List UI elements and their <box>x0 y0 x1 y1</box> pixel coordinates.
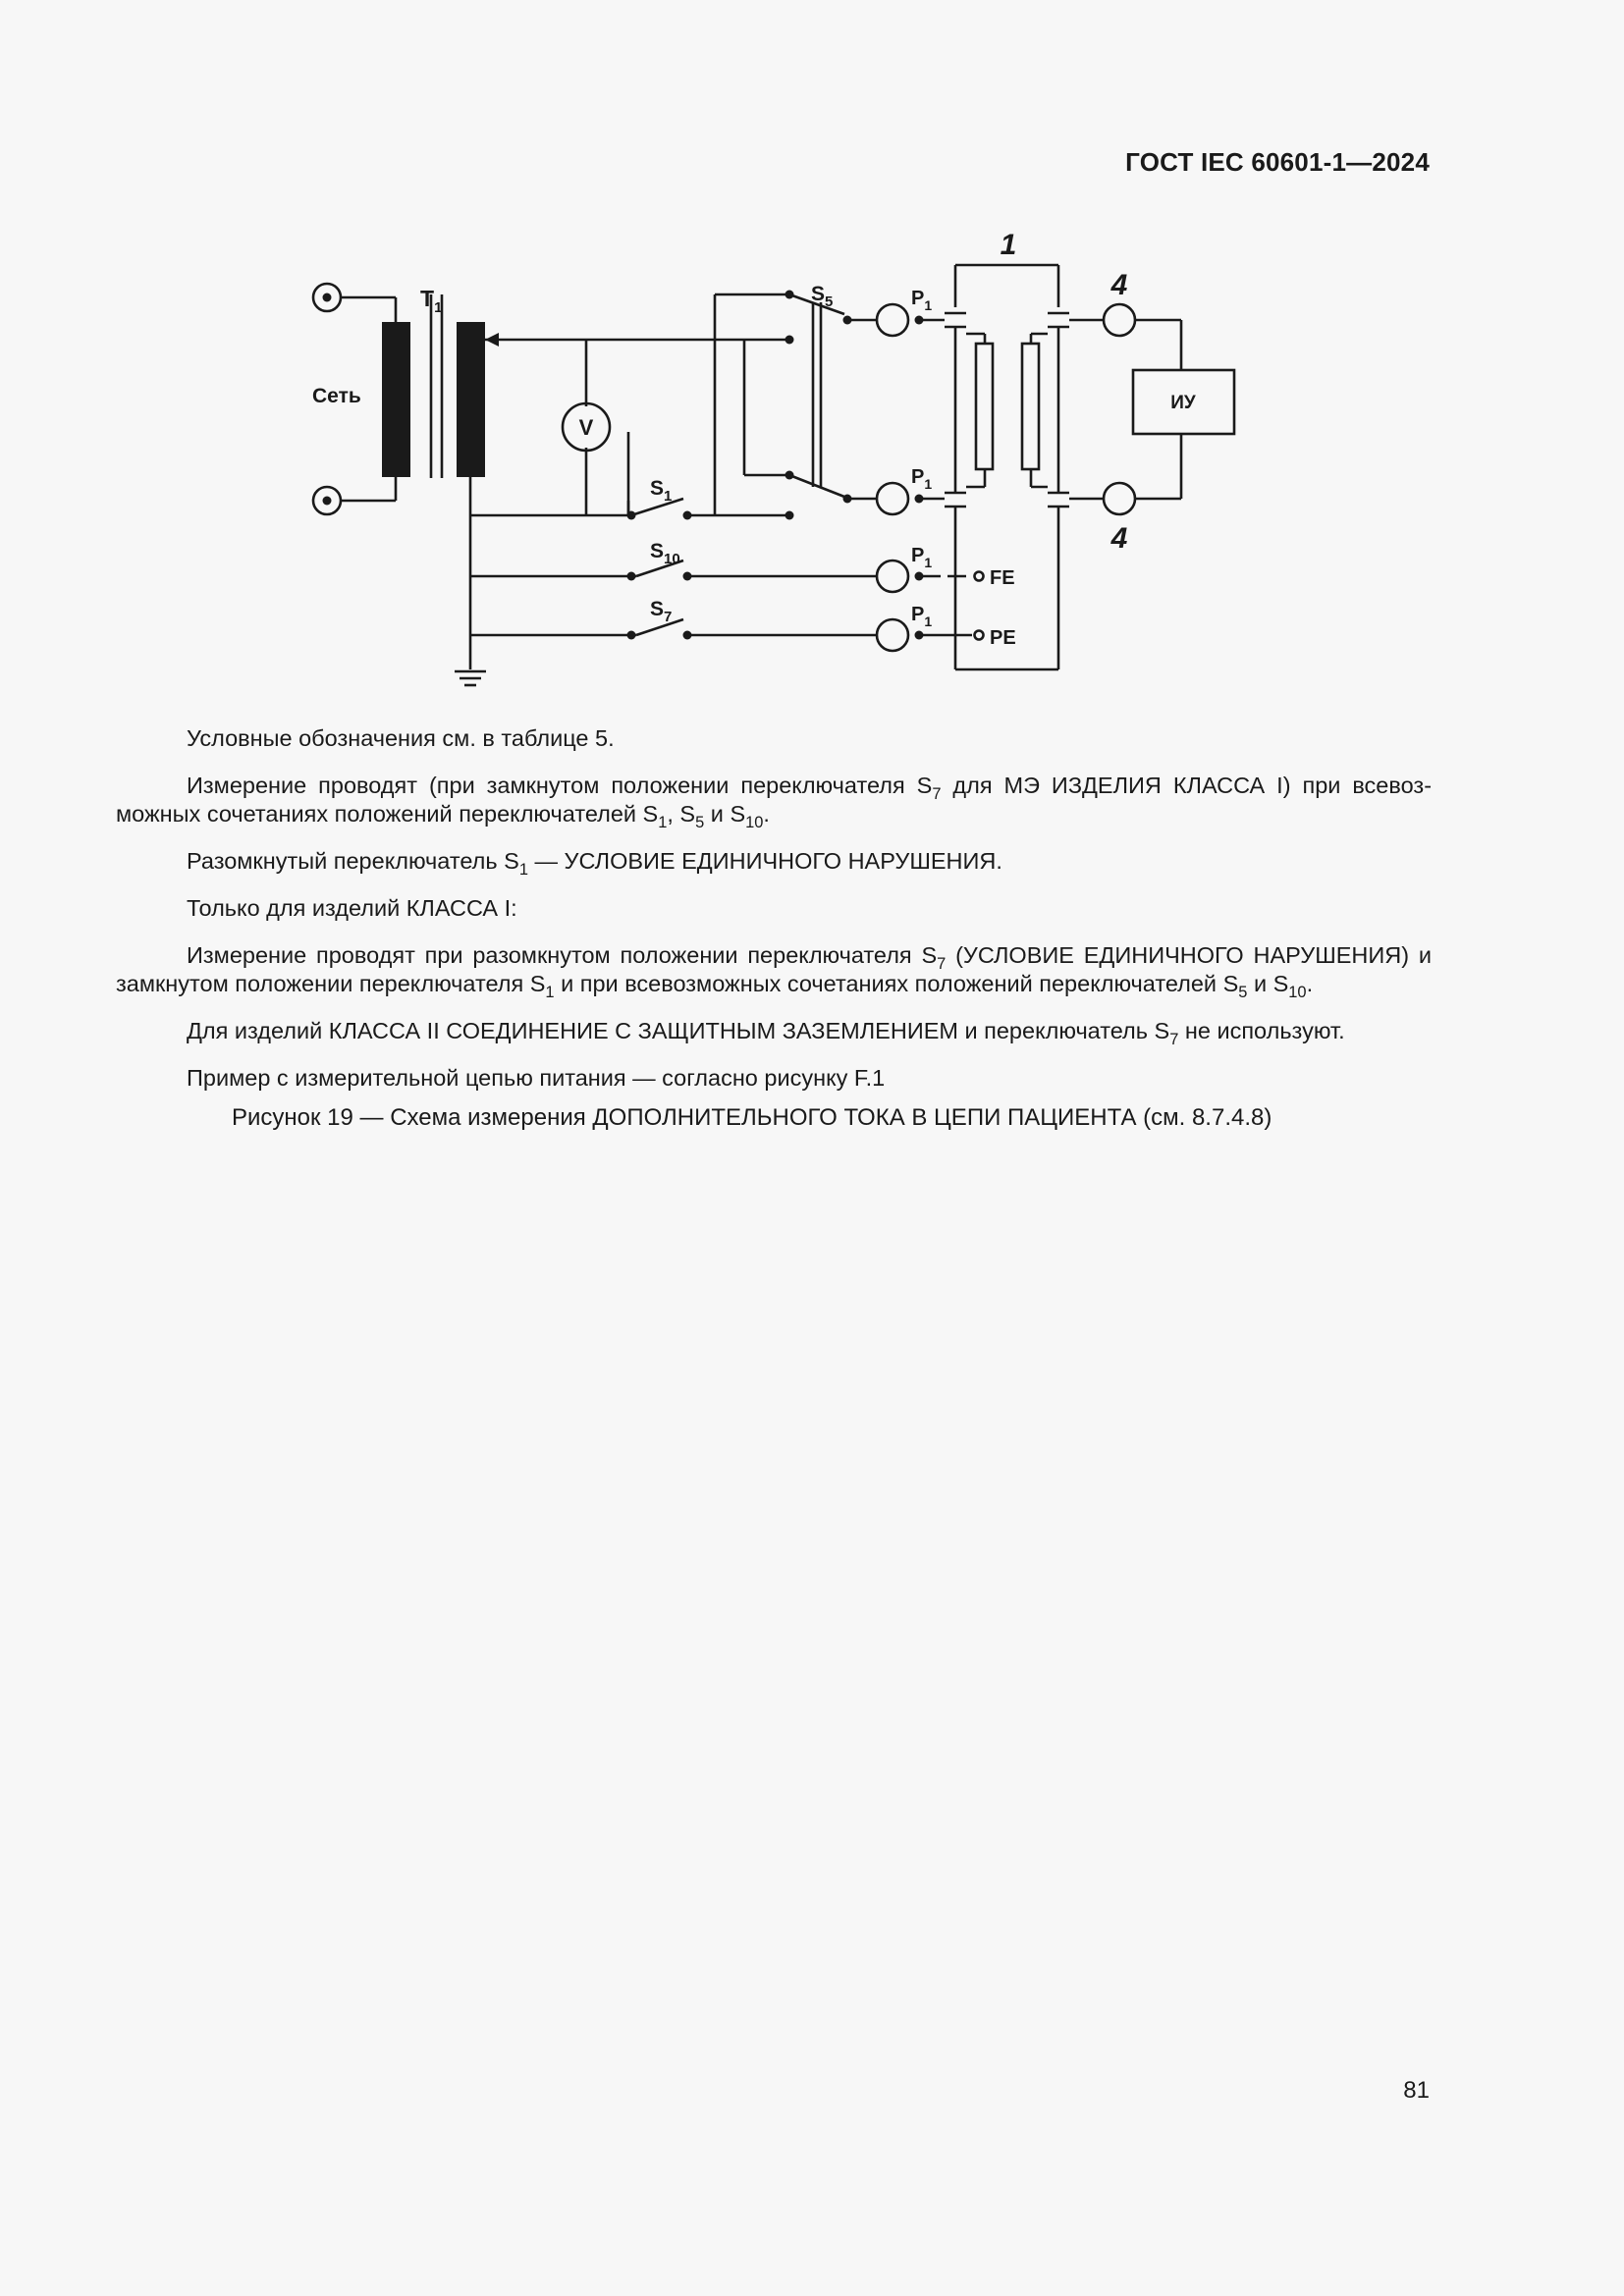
transformer-label: $T_1$ <box>420 286 443 316</box>
circuit-diagram-svg <box>0 0 1624 707</box>
p1-terminal-3 <box>877 561 908 592</box>
patient-terminal-bottom <box>1104 483 1135 514</box>
circuit-diagram <box>0 0 1624 707</box>
p1-label-1: $P_1$ <box>911 288 933 313</box>
transformer-primary-coil <box>382 322 410 477</box>
document-code: ГОСТ IEC 60601-1—2024 <box>1125 147 1430 177</box>
p1-terminal-2 <box>877 483 908 514</box>
patient-terminal-top <box>1104 304 1135 336</box>
p1-terminal-1 <box>877 304 908 336</box>
measuring-device-label: ИУ <box>1170 393 1196 413</box>
note-example: Пример с измерительной цепью питания — согласно рисунку F.1 <box>187 1065 886 1091</box>
figure-caption: Рисунок 19 — Схема измерения ДОПОЛНИТЕЛЬНОГО ТОКА В ЦЕПИ ПАЦИЕНТА (см. 8.7.4.8) <box>232 1104 1272 1131</box>
s7-label: $S_7$ <box>650 598 673 625</box>
voltmeter-label: V <box>578 415 594 440</box>
note-class-i-only: Только для изделий КЛАССА I: <box>187 895 517 921</box>
reference-1-label: 1 <box>1000 229 1017 261</box>
figure-notes <box>116 724 1432 1111</box>
p1-terminal-4 <box>877 619 908 651</box>
mains-label: Сеть <box>312 385 361 407</box>
pe-label: PE <box>990 627 1016 649</box>
s10-label: $S_{10}$ <box>650 540 680 567</box>
s1-label: $S_1$ <box>650 477 673 505</box>
transformer-secondary-coil <box>457 322 485 477</box>
p1-label-4: $P_1$ <box>911 604 933 629</box>
p1-label-3: $P_1$ <box>911 545 933 570</box>
note-class-ii: Для изделий КЛАССА II СОЕДИНЕНИЕ С ЗАЩИТНЫМ ЗАЗЕМЛЕНИЕМ и переключатель $S_7$ не используют. <box>187 1018 1345 1048</box>
note-legend: Условные обозначения см. в таблице 5. <box>187 725 615 751</box>
note-measurement-all-combinations: Измерение проводят (при замкнутом положении переключателя $S_7$ для МЭ ИЗДЕЛИЯ КЛАССА I) при всевозможных сочетаниях положений переключателей $S_1$, $S_5$ и $S_{10}$. <box>116 773 1433 831</box>
note-open-s1: Разомкнутый переключатель $S_1$ — УСЛОВИЕ ЕДИНИЧНОГО НАРУШЕНИЯ. <box>187 848 1002 879</box>
note-measurement-open-s7: Измерение проводят при разомкнутом положении переключателя $S_7$ (УСЛОВИЕ ЕДИНИЧНОГО НАРУШЕНИЯ) и замкнутом положении переключателя $S_1$ и при всевозможных сочетаниях положений переключателей $S_5$ и $S_{10}$. <box>116 942 1432 1001</box>
reference-4-bottom-label: 4 <box>1110 522 1128 555</box>
reference-4-top-label: 4 <box>1110 269 1128 301</box>
p1-label-2: $P_1$ <box>911 466 933 492</box>
s5-label: $S_5$ <box>811 283 834 310</box>
fe-label: FE <box>990 567 1015 589</box>
page-number: 81 <box>1403 2077 1430 2104</box>
